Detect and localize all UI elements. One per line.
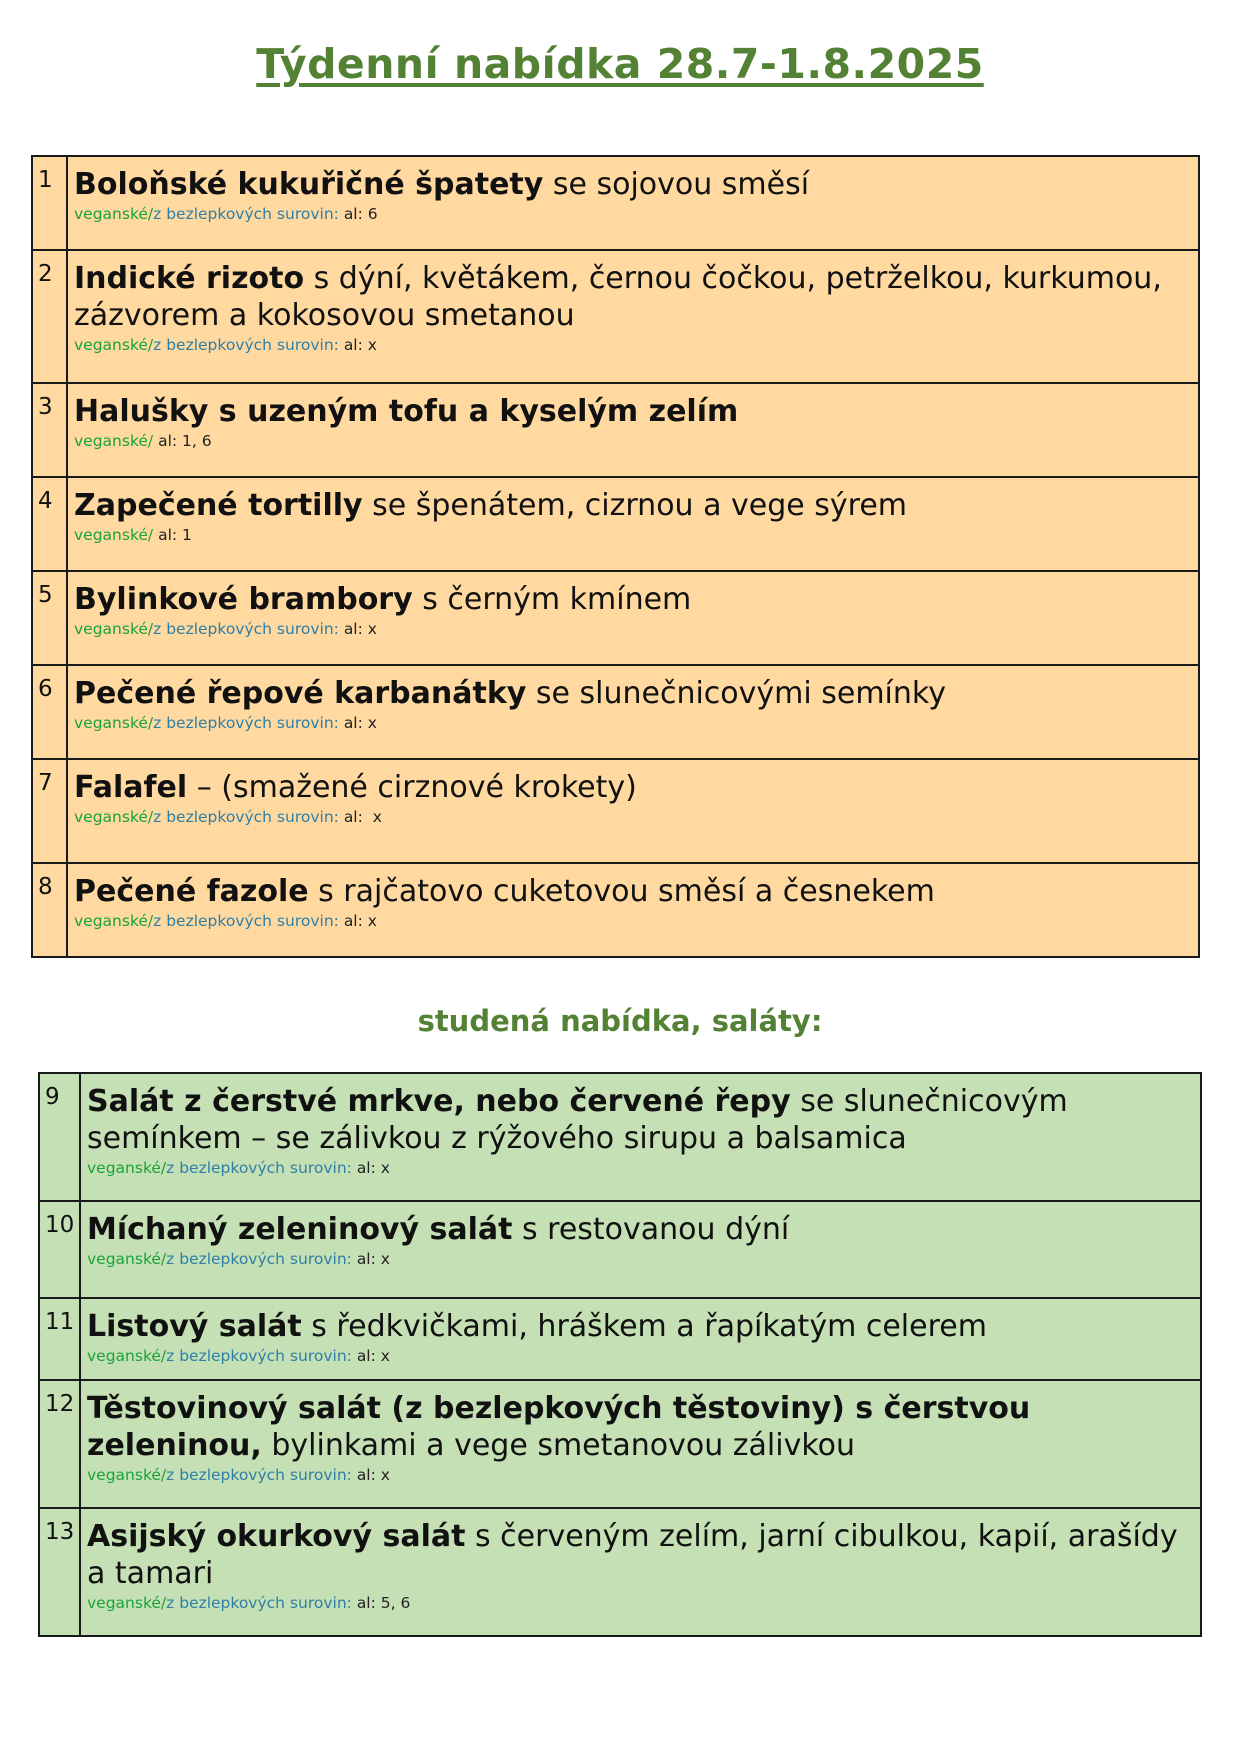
item-description [67,383,1199,477]
dietary-info [87,1346,1190,1366]
allergens-label: al: [158,526,178,544]
allergens-value: x [375,1347,390,1365]
item-number: 3 [32,383,67,477]
menu-row [39,1073,1201,1201]
allergens-value: x [362,912,377,930]
item-description [67,250,1199,383]
allergens-value: x [375,1466,390,1484]
dietary-info [74,713,1188,733]
vegan-label: veganské/ [74,336,154,354]
dish-text [87,1390,1190,1464]
dish-text [74,581,1188,618]
allergens-label: al: [356,1250,376,1268]
dietary-info [74,911,1188,931]
dish-name: Asijský okurkový salát [87,1519,466,1554]
menu-row [32,477,1199,571]
dish-text [74,873,1188,910]
dish-name: Bylinkové brambory [74,582,413,617]
dish-name: Zapečené tortilly [74,488,363,523]
dietary-info [74,431,1188,451]
dish-text [74,769,1188,806]
allergens-label: al: [356,1466,376,1484]
item-number: 4 [32,477,67,571]
dish-detail: se špenátem, cizrnou a vege sýrem [362,488,908,523]
allergens-label: al: [356,1159,376,1177]
item-number: 7 [32,759,67,863]
gluten-free-label: z bezlepkových surovin: [153,336,339,354]
item-number: 8 [32,863,67,957]
cold-menu-title: studená nabídka, saláty: [417,1004,823,1038]
menu-row [32,156,1199,250]
allergens-value: x [375,1250,390,1268]
menu-row [32,571,1199,665]
vegan-label: veganské/ [74,432,154,450]
dish-text [74,166,1188,203]
item-description [67,571,1199,665]
menu-row [39,1201,1201,1298]
vegan-label: veganské/ [87,1159,167,1177]
allergens-label: al: [343,205,363,223]
gluten-free-label: z bezlepkových surovin: [153,205,339,223]
item-description [80,1380,1201,1508]
dish-name: Falafel [74,770,188,805]
gluten-free-label: z bezlepkových surovin: [166,1250,352,1268]
dish-text [74,393,1188,430]
allergens-value: x [362,620,377,638]
dish-name: Boloňské kukuřičné špatety [74,167,544,202]
item-description [80,1201,1201,1298]
dietary-info [87,1249,1190,1269]
dish-detail: se slunečnicovými semínky [526,676,946,711]
dish-text [87,1308,1190,1345]
dish-name: Salát z čerstvé mrkve, nebo červené řepy [87,1084,791,1119]
vegan-label: veganské/ [74,526,154,544]
item-description [67,665,1199,759]
dish-detail: se slunečnicovým semínkem – se zálivkou z rýžového sirupu a balsamica [87,1084,1068,1156]
vegan-label: veganské/ [74,808,154,826]
item-description [67,863,1199,957]
allergens-value: x [362,336,377,354]
item-number: 10 [39,1201,80,1298]
menu-row [32,665,1199,759]
gluten-free-label: z bezlepkových surovin: [166,1159,352,1177]
menu-row [32,383,1199,477]
dish-name: Halušky s uzeným tofu a kyselým zelím [74,394,739,429]
dietary-info [87,1465,1190,1485]
dish-detail: se sojovou směsí [543,167,810,202]
allergens-label: al: [343,808,363,826]
dish-text [87,1083,1190,1157]
item-number: 9 [39,1073,80,1201]
page-title: Týdenní nabídka 28.7-1.8.2025 [256,40,984,88]
dish-detail: s restovanou dýní [512,1212,790,1247]
allergens-value: 1, 6 [177,432,212,450]
dish-detail: s rajčatovo cuketovou směsí a česnekem [308,874,935,909]
dietary-info [87,1158,1190,1178]
item-description [80,1073,1201,1201]
vegan-label: veganské/ [87,1466,167,1484]
item-description [67,156,1199,250]
dish-detail: s černým kmínem [412,582,692,617]
dish-detail: bylinkami a vege smetanovou zálivkou [261,1428,856,1463]
dish-text [74,487,1188,524]
dietary-info [74,525,1188,545]
allergens-value: x [375,1159,390,1177]
vegan-label: veganské/ [74,912,154,930]
vegan-label: veganské/ [87,1347,167,1365]
dish-name: Míchaný zeleninový salát [87,1212,513,1247]
dish-detail: s dýní, květákem, černou čočkou, petrželkou, kurkumou, zázvorem a kokosovou smetanou [74,261,1162,333]
dietary-info [74,807,1188,827]
vegan-label: veganské/ [87,1594,167,1612]
gluten-free-label: z bezlepkových surovin: [153,912,339,930]
menu-row [32,759,1199,863]
vegan-label: veganské/ [74,714,154,732]
allergens-value: 1 [177,526,192,544]
item-number: 1 [32,156,67,250]
gluten-free-label: z bezlepkových surovin: [166,1594,352,1612]
dish-name: Těstovinový salát (z bezlepkových těstoviny) s čerstvou zeleninou, [87,1391,1031,1463]
allergens-label: al: [343,912,363,930]
dish-text [87,1211,1190,1248]
vegan-label: veganské/ [74,620,154,638]
item-description [67,477,1199,571]
dietary-info [74,335,1188,355]
item-description [67,759,1199,863]
menu-row [39,1380,1201,1508]
cold-menu-table [38,1072,1202,1637]
gluten-free-label: z bezlepkových surovin: [166,1347,352,1365]
menu-row [32,250,1199,383]
dish-text [74,260,1188,334]
menu-row [39,1298,1201,1380]
item-number: 13 [39,1508,80,1636]
vegan-label: veganské/ [74,205,154,223]
allergens-label: al: [343,714,363,732]
dietary-info [74,619,1188,639]
dish-text [87,1518,1190,1592]
dish-detail: s červeným zelím, jarní cibulkou, kapií, arašídy a tamari [87,1519,1178,1591]
hot-menu-table [31,155,1200,958]
allergens-label: al: [158,432,178,450]
menu-row [39,1508,1201,1636]
dish-text [74,675,1188,712]
dietary-info [87,1593,1190,1613]
item-description [80,1508,1201,1636]
allergens-label: al: [343,620,363,638]
allergens-label: al: [356,1594,376,1612]
item-number: 11 [39,1298,80,1380]
menu-row [32,863,1199,957]
dish-name: Listový salát [87,1309,302,1344]
item-number: 6 [32,665,67,759]
allergens-value: x [362,714,377,732]
gluten-free-label: z bezlepkových surovin: [153,808,339,826]
item-number: 12 [39,1380,80,1508]
item-number: 5 [32,571,67,665]
vegan-label: veganské/ [87,1250,167,1268]
gluten-free-label: z bezlepkových surovin: [153,620,339,638]
dish-name: Indické rizoto [74,261,305,296]
gluten-free-label: z bezlepkových surovin: [153,714,339,732]
allergens-label: al: [343,336,363,354]
allergens-label: al: [356,1347,376,1365]
gluten-free-label: z bezlepkových surovin: [166,1466,352,1484]
dish-name: Pečené fazole [74,874,309,909]
dish-detail: – (smažené cirznové krokety) [187,770,637,805]
dish-detail: s ředkvičkami, hráškem a řapíkatým celerem [301,1309,987,1344]
dish-name: Pečené řepové karbanátky [74,676,527,711]
allergens-value: 5, 6 [375,1594,411,1612]
item-number: 2 [32,250,67,383]
dietary-info [74,204,1188,224]
allergens-value: 6 [362,205,378,223]
item-description [80,1298,1201,1380]
allergens-value: x [362,808,382,826]
